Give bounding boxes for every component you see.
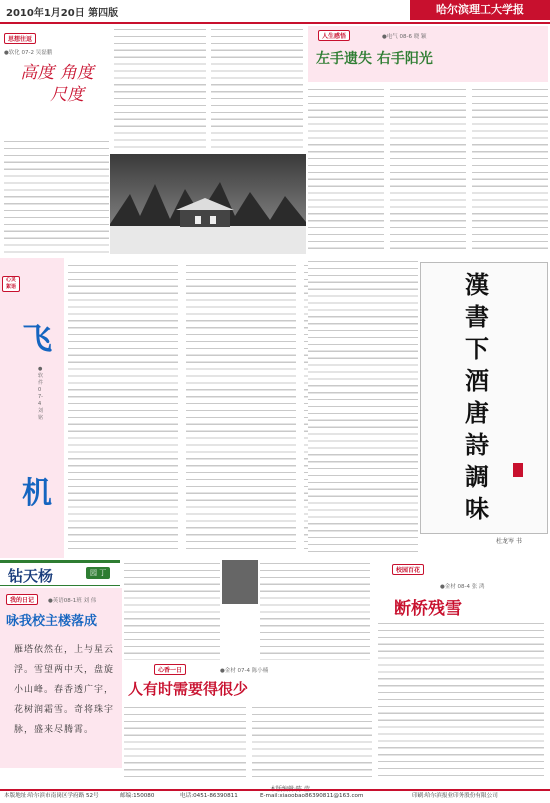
section-tag: 我的日记 <box>6 594 38 605</box>
article-text <box>308 86 548 254</box>
section-tag: 人生感悟 <box>318 30 350 41</box>
article-left-hand <box>308 26 548 82</box>
poem-credit: 杜龙岑 书 <box>496 538 522 545</box>
byline: ●金材 07-4 陈小楠 <box>220 668 269 674</box>
calligraphy-text: 漢 書 下 酒 唐 詩 調 味 <box>465 270 489 523</box>
footer-printer: 印刷:哈尔滨报业印务股份有限公司 <box>412 793 498 799</box>
column-subtitle: 园 丁 <box>86 567 110 579</box>
byline: ●电气 08-6 晓 颖 <box>382 34 427 40</box>
article-broken-bridge <box>374 560 548 782</box>
article-title: 高度 角度 尺度 <box>20 63 94 105</box>
title-char-ji: 机 <box>22 476 52 511</box>
article-poem <box>0 588 122 768</box>
article-text <box>124 704 372 780</box>
issue-date: 2010年1月20日 第四版 <box>6 8 119 19</box>
article-text <box>114 26 304 150</box>
paper-name: 哈尔滨理工大学报 <box>410 0 550 20</box>
article-title: 人有时需要得很少 <box>128 680 249 698</box>
section-tag: 思想往返 <box>4 33 36 44</box>
byline: ●软化 07-2 吴磊鹏 <box>4 50 53 56</box>
article-text <box>378 620 544 778</box>
sidebar-flight <box>0 258 64 558</box>
footer-address: 本版地址:哈尔滨市南岗区学府路 52号 <box>4 793 99 799</box>
snow-landscape-photo <box>110 154 306 254</box>
page-header <box>0 0 550 24</box>
article-photo <box>222 560 258 604</box>
article-text <box>68 262 308 552</box>
article-title: 断桥残雪 <box>394 599 462 619</box>
poem-text: 雁塔依然在，上与星云浮。雪望两中天，盘旋小山峰。春香透广宇，花树润霜雪。奇将珠宇脉，盛来尽腾霄。 <box>14 645 115 735</box>
byline: ●英语08-1班 刘 伟 <box>48 598 97 604</box>
article-heights-angles <box>4 26 110 146</box>
footer-email: E-mail:xiaoobao86390811@163.com <box>260 793 364 799</box>
byline: ●金材 08-4 张 鸿 <box>440 584 485 590</box>
article-less <box>124 662 314 702</box>
section-tag: 校园百花 <box>392 564 424 575</box>
seal-icon <box>513 463 523 477</box>
article-text <box>4 138 109 254</box>
article-text <box>308 258 418 554</box>
article-text <box>124 560 220 660</box>
byline: ●软件 07-4 刘 铭 <box>38 366 44 421</box>
section-tag: 心灵絮语 <box>2 276 20 292</box>
section-tag: 心香一日 <box>154 664 186 675</box>
article-text <box>260 560 370 660</box>
title-char-fei: 飞 <box>22 322 52 357</box>
column-title: 钻天杨 <box>8 567 54 585</box>
column-banner <box>0 560 120 586</box>
footer-postcode: 邮编:150080 <box>120 793 155 799</box>
article-title: 左手遗失 右手阳光 <box>316 51 433 67</box>
calligraphy-poem <box>420 262 548 534</box>
editor-credit: 本版编辑:陈 莹 <box>270 786 310 793</box>
footer-phone: 电话:0451-86390811 <box>180 793 238 799</box>
article-title: 咏我校主楼落成 <box>6 614 98 629</box>
